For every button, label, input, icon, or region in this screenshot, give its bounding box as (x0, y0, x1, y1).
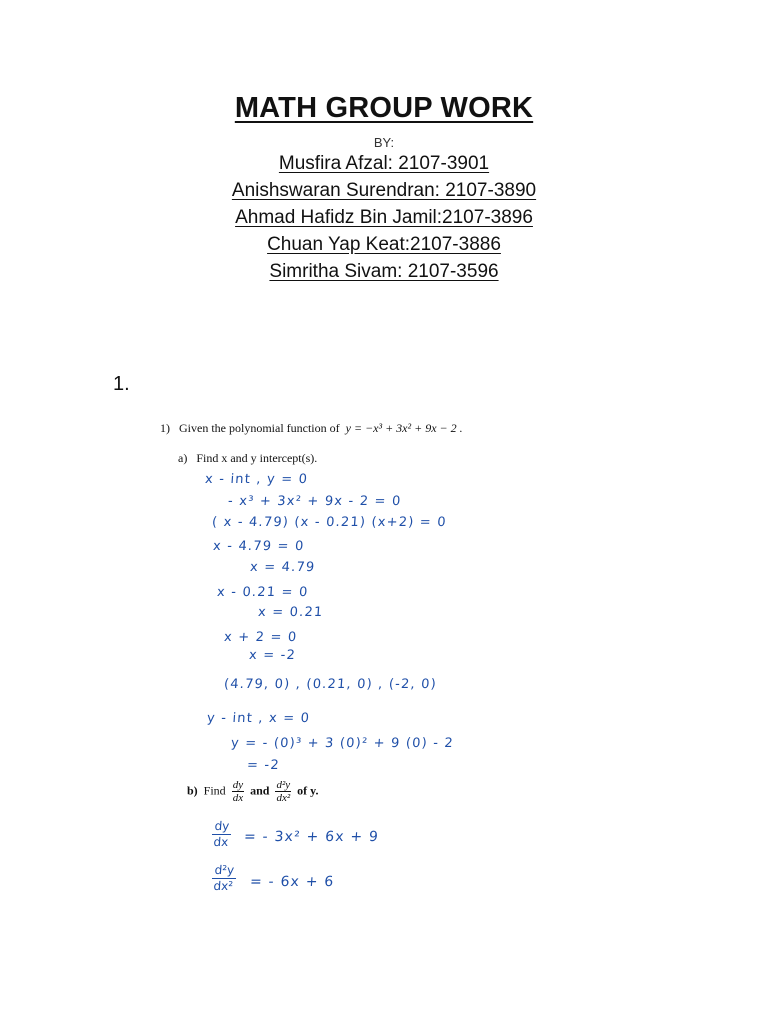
author-3: Ahmad Hafidz Bin Jamil:2107-3896 (235, 207, 533, 228)
hw-line-11: y - int , x = 0 (206, 711, 311, 726)
hw-line-6: x - 0.21 = 0 (216, 585, 309, 600)
part-a-text: Find x and y intercept(s). (196, 451, 318, 465)
prompt-function: y = −x³ + 3x² + 9x − 2 . (345, 421, 463, 435)
hw-line-3: ( x - 4.79) (x - 0.21) (x+2) = 0 (211, 515, 448, 530)
by-label: BY: (373, 135, 395, 150)
part-b-d2y-fraction (275, 779, 291, 804)
hw-dy-fraction (211, 819, 232, 850)
hw-line-7: x = 0.21 (257, 605, 324, 620)
hw-line-8: x + 2 = 0 (223, 630, 298, 645)
hw-line-10: (4.79, 0) , (0.21, 0) , (-2, 0) (223, 677, 438, 692)
author-2: Anishswaran Surendran: 2107-3890 (231, 180, 537, 201)
hw-line-9: x = -2 (248, 648, 297, 663)
part-b-and: and (250, 783, 270, 798)
part-b-find: Find (203, 783, 226, 798)
hw-d2y-den: dx² (212, 879, 234, 893)
hw-d2y-fraction (211, 863, 237, 894)
part-b-prompt (187, 779, 318, 804)
hw-dy-den: dx (212, 835, 229, 849)
question-number: 1. (113, 373, 130, 395)
author-4: Chuan Yap Keat:2107-3886 (267, 234, 501, 255)
part-a-prompt (178, 451, 317, 466)
part-b-of: of y. (297, 783, 319, 798)
hw-line-12: y = - (0)³ + 3 (0)² + 9 (0) - 2 (230, 736, 455, 751)
part-b-dy-fraction (232, 779, 244, 804)
hw-line-13: = -2 (246, 758, 281, 773)
part-a-label: a) (178, 451, 188, 465)
question-prompt (160, 421, 463, 436)
hw-dy-num: dy (212, 819, 232, 835)
author-5: Simritha Sivam: 2107-3596 (269, 261, 499, 282)
hw-d2y-num: d²y (212, 863, 237, 879)
hw-line-1: x - int , y = 0 (204, 472, 309, 487)
hw-d2y-rhs: = - 6x + 6 (249, 874, 335, 890)
document-title: MATH GROUP WORK (234, 92, 534, 124)
part-b-dy-num: dy (232, 779, 244, 791)
part-b-d2y-den: dx² (276, 792, 291, 804)
hw-dy-rhs: = - 3x² + 6x + 9 (243, 829, 380, 845)
author-1: Musfira Afzal: 2107-3901 (278, 153, 490, 174)
hw-line-5: x = 4.79 (249, 560, 316, 575)
part-b-d2y-num: d²y (276, 779, 291, 791)
part-b-label: b) (187, 783, 198, 798)
part-b-dy-den: dx (232, 792, 244, 804)
hw-line-2: - x³ + 3x² + 9x - 2 = 0 (227, 494, 402, 509)
prompt-label: 1) (160, 421, 170, 435)
prompt-text: Given the polynomial function of (179, 421, 340, 435)
author-list (0, 150, 768, 285)
hw-line-4: x - 4.79 = 0 (212, 539, 305, 554)
